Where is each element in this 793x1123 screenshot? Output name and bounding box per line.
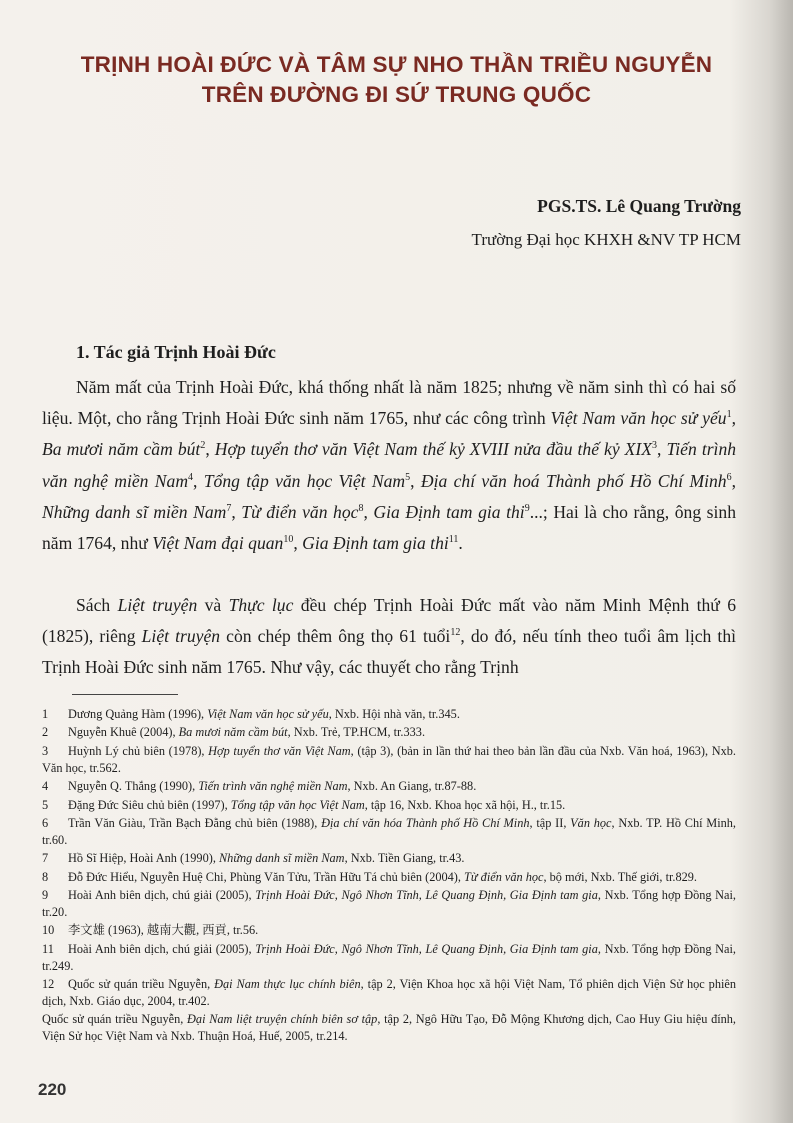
italic-title: Liệt truyện: [141, 626, 221, 647]
footnote-number: 4: [42, 779, 49, 794]
italic-title: Đại Nam liệt truyện chính biên sơ tập: [187, 1012, 378, 1027]
text-run: ,: [205, 439, 215, 460]
text-run: còn chép thêm ông thọ 61 tuổi: [220, 626, 451, 647]
italic-title: Những danh sĩ miền Nam: [42, 501, 227, 522]
text-run: ,: [363, 501, 374, 522]
italic-title: Những danh sĩ miền Nam: [218, 851, 345, 866]
italic-title: Ba mươi năm cầm bút: [42, 439, 201, 460]
footnote-number: 1: [42, 707, 49, 721]
footnote-number: 6: [42, 815, 49, 830]
text-run: Quốc sử quán triều Nguyễn,: [68, 977, 215, 992]
italic-title: Địa chí văn hoá Thành phố Hồ Chí Minh: [420, 470, 727, 491]
italic-title: Tiến trình văn nghệ miền Nam: [42, 439, 737, 491]
italic-title: Văn học: [570, 815, 612, 830]
italic-title: Tổng tập văn học Việt Nam: [203, 470, 406, 491]
footnote-ref: 6: [726, 471, 732, 483]
text-run: , tập II,: [529, 815, 571, 830]
text-run: đều chép Trịnh Hoài Đức mất vào năm Minh Mệnh thứ 6 (1825), riêng: [42, 595, 736, 647]
footnote-ref: 11: [448, 534, 459, 546]
footnote-number: 10: [42, 923, 55, 938]
footnote-item: [42, 941, 736, 975]
text-run: Hoài Anh biên dịch, chú giải (2005),: [68, 941, 256, 956]
body-paragraph-1: [42, 372, 736, 559]
footnote-number: 5: [42, 797, 49, 812]
italic-title: Thực lục: [228, 595, 294, 615]
footnote-ref: 3: [652, 440, 658, 452]
italic-title: Ba mươi năm cầm bút: [178, 725, 288, 740]
body-paragraph-2: [42, 590, 736, 684]
text-run: , Nxb. Tiền Giang, tr.43.: [344, 851, 465, 866]
text-run: ...; Hai là cho rằng, ông sinh năm 1764, như: [42, 501, 737, 554]
text-run: ,: [193, 470, 204, 491]
footnote-number: 2: [42, 725, 49, 740]
text-run: Quốc sử quán triều Nguyễn,: [42, 1012, 188, 1027]
text-run: .: [458, 533, 463, 554]
italic-title: Liệt truyện: [117, 595, 198, 615]
text-run: , tập 2, Ngô Hữu Tạo, Đỗ Mộng Khương dịch, Cao Huy Giu hiệu đính, Viện Sử học Việt Nam và Nxb. Thuận Hoá, Huế, 2005, tr.214.: [42, 1012, 737, 1044]
text-run: Nguyễn Khuê (2004),: [68, 725, 179, 740]
text-run: , Nxb. An Giang, tr.87-88.: [347, 779, 477, 794]
text-run: ,: [731, 470, 737, 491]
footnote-number: 8: [42, 869, 49, 884]
italic-title: Tiến trình văn nghệ miền Nam: [198, 779, 348, 794]
footnote-item: [42, 922, 736, 939]
article-title-line-2: TRÊN ĐƯỜNG ĐI SỨ TRUNG QUỐC: [201, 82, 592, 107]
text-run: , bộ mới, Nxb. Thế giới, tr.829.: [543, 869, 698, 884]
footnote-ref: 4: [188, 471, 194, 483]
italic-title: Gia Định tam gia thi: [373, 501, 525, 522]
article-title-line-1: TRỊNH HOÀI ĐỨC VÀ TÂM SỰ NHO THẦN TRIỀU NGUYỄN: [80, 52, 713, 77]
italic-title: Từ điển văn học: [464, 869, 544, 884]
italic-title: Trịnh Hoài Đức, Ngô Nhơn Tĩnh, Lê Quang Định, Gia Định tam gia: [255, 941, 598, 956]
italic-title: Tổng tập văn học Việt Nam: [230, 797, 365, 812]
footnote-number: 7: [42, 851, 49, 866]
italic-title: Việt Nam văn học sử yếu: [550, 408, 727, 429]
section-heading: 1. Tác giả Trịnh Hoài Đức: [76, 342, 276, 362]
page-number: 220: [38, 1080, 67, 1099]
footnote-item: [42, 706, 736, 723]
footnote-separator: [72, 694, 178, 695]
footnote-item: [42, 797, 736, 814]
footnote-ref: 1: [726, 409, 732, 421]
italic-title: Hợp tuyển thơ văn Việt Nam thế kỷ XVIII nửa đầu thế kỷ XIX: [214, 439, 653, 460]
footnote-number: 12: [42, 977, 55, 992]
italic-title: Hợp tuyển thơ văn Việt Nam: [208, 743, 351, 758]
footnote-item: [42, 887, 736, 921]
footnote-item: [42, 778, 736, 795]
text-run: Đỗ Đức Hiểu, Nguyễn Huệ Chi, Phùng Văn Tửu, Trần Hữu Tá chủ biên (2004),: [68, 869, 465, 884]
text-run: , do đó, nếu tính theo tuổi âm lịch thì Trịnh Hoài Đức sinh năm 1765. Như vậy, các thuyết cho rằng Trịnh: [42, 626, 737, 678]
text-run: , tập 2, Viện Khoa học xã hội Việt Nam, Tổ phiên dịch Viện Sử học phiên dịch, Nxb. Giáo dục, 2004, tr.402.: [42, 977, 737, 1008]
text-run: 李文雄 (1963), 越南大觀, 西貢, tr.56.: [68, 923, 259, 938]
footnote-ref: 10: [283, 534, 294, 546]
text-run: Trần Văn Giàu, Trần Bạch Đằng chủ biên (1988),: [68, 815, 322, 830]
footnote-item: [42, 869, 736, 886]
text-run: , Nxb. Tổng hợp Đồng Nai, tr.249.: [42, 941, 736, 973]
italic-title: Từ điển văn học: [241, 501, 359, 522]
footnotes: [42, 706, 736, 1047]
text-run: Năm mất của Trịnh Hoài Đức, khá thống nhất là năm 1825; nhưng về năm sinh thì có hai số liệu. Một, cho rằng Trịnh Hoài Đức sinh năm 1765, như các công trình: [42, 377, 736, 429]
text-run: , (tập 3), (bản in lần thứ hai theo bản lần đầu của Nxb. Văn hoá, 1963), Nxb. Văn học, tr.562.: [42, 743, 736, 775]
text-run: Đặng Đức Siêu chủ biên (1997),: [68, 797, 231, 812]
italic-title: Địa chí văn hóa Thành phố Hồ Chí Minh: [321, 815, 530, 830]
text-run: Sách: [76, 595, 118, 615]
author-name: PGS.TS. Lê Quang Trường: [537, 196, 741, 216]
author-affiliation: Trường Đại học KHXH &NV TP HCM: [471, 230, 741, 249]
text-run: ,: [293, 533, 303, 554]
footnote-item: [42, 976, 736, 1010]
text-run: Hoài Anh biên dịch, chú giải (2005),: [68, 888, 256, 903]
text-run: , Nxb. Tổng hợp Đồng Nai, tr.20.: [42, 888, 736, 919]
footnote-ref: 2: [200, 440, 206, 452]
text-run: Hồ Sĩ Hiệp, Hoài Anh (1990),: [68, 851, 219, 866]
footnote-ref: 9: [524, 502, 530, 514]
footnote-item: [42, 724, 736, 741]
footnote-item: [42, 815, 736, 849]
italic-title: Gia Định tam gia thi: [302, 533, 449, 554]
italic-title: Trịnh Hoài Đức, Ngô Nhơn Tĩnh, Lê Quang Định, Gia Định tam gia: [255, 888, 598, 903]
footnote-item: [42, 743, 736, 777]
text-run: ,: [731, 408, 737, 429]
text-run: , Nxb. Hội nhà văn, tr.345.: [328, 707, 460, 721]
text-run: ,: [410, 470, 421, 491]
footnote-ref: 5: [405, 471, 411, 483]
paragraph-text: [42, 372, 736, 559]
footnote-item: [42, 1011, 736, 1045]
text-run: ,: [231, 501, 242, 522]
text-run: ,: [657, 439, 667, 460]
footnote-number: 11: [42, 941, 54, 956]
text-run: và: [197, 595, 229, 615]
text-run: Nguyễn Q. Thắng (1990),: [68, 779, 199, 794]
italic-title: Đại Nam thực lục chính biên: [214, 977, 361, 992]
text-run: , tập 16, Nxb. Khoa học xã hội, H., tr.15.: [364, 797, 566, 812]
footnote-ref: 8: [358, 502, 364, 514]
footnote-number: 9: [42, 888, 49, 903]
footnote-ref: 12: [450, 627, 461, 639]
italic-title: Việt Nam văn học sử yếu: [207, 707, 329, 721]
footnote-item: [42, 850, 736, 867]
text-run: Dương Quảng Hàm (1996),: [68, 707, 208, 721]
text-run: Huỳnh Lý chủ biên (1978),: [68, 743, 209, 758]
footnote-number: 3: [42, 743, 49, 758]
paragraph-text: [42, 590, 736, 684]
footnote-ref: 7: [226, 502, 232, 514]
text-run: , Nxb. Trẻ, TP.HCM, tr.333.: [287, 725, 426, 740]
text-run: , Nxb. TP. Hồ Chí Minh, tr.60.: [42, 815, 736, 847]
italic-title: Việt Nam đại quan: [152, 533, 284, 554]
